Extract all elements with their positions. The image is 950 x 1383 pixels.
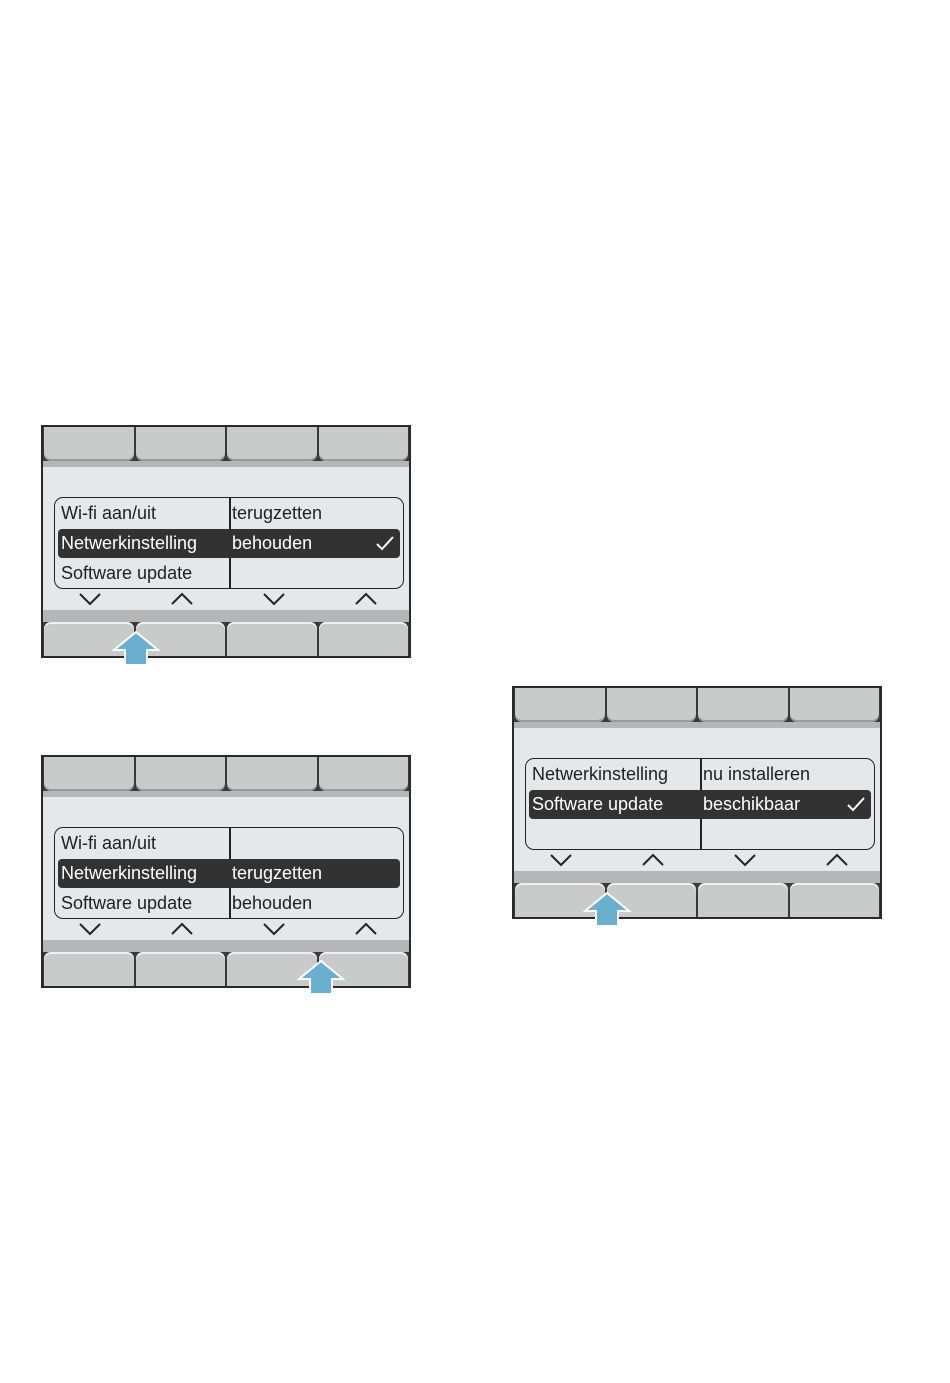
bottom-button-row [43, 622, 409, 656]
nav-arrows [514, 851, 880, 871]
header-band [43, 461, 409, 467]
setting-label: Netwerkinstelling [61, 863, 198, 883]
bottom-button-row [514, 883, 880, 917]
bottom-button-row [43, 952, 409, 986]
bottom-button-2[interactable] [136, 952, 226, 986]
footer-band [514, 871, 880, 883]
top-button-2[interactable] [136, 427, 226, 461]
setting-label: Wi-fi aan/uit [61, 503, 157, 523]
setting-value: behouden [232, 533, 313, 553]
top-button-4[interactable] [790, 688, 880, 722]
top-button-row [43, 757, 409, 791]
display-screen-1 [41, 425, 411, 658]
bottom-button-3[interactable] [227, 622, 317, 656]
top-button-1[interactable] [44, 427, 134, 461]
menu-row[interactable] [58, 499, 400, 528]
press-arrow-icon [297, 959, 345, 995]
header-band [43, 791, 409, 797]
chevron-down-icon [78, 922, 102, 936]
menu-row-selected[interactable] [58, 859, 400, 888]
settings-menu [54, 827, 404, 919]
top-button-2[interactable] [607, 688, 697, 722]
top-button-1[interactable] [44, 757, 134, 791]
top-button-4[interactable] [319, 427, 409, 461]
menu-row[interactable] [58, 889, 400, 918]
setting-value: terugzetten [232, 503, 323, 523]
top-button-1[interactable] [515, 688, 605, 722]
setting-value: behouden [232, 893, 313, 913]
footer-band [43, 610, 409, 622]
setting-label: Software update [532, 794, 664, 814]
display-screen-3 [512, 686, 882, 919]
settings-menu [525, 758, 875, 850]
checkmark-icon [847, 796, 865, 813]
menu-row[interactable] [529, 820, 871, 849]
top-button-3[interactable] [227, 757, 317, 791]
chevron-up-icon [354, 592, 378, 606]
menu-row-selected[interactable] [529, 790, 871, 819]
chevron-up-icon [170, 922, 194, 936]
setting-label: Software update [61, 563, 193, 583]
header-band [514, 722, 880, 728]
setting-value: terugzetten [232, 863, 323, 883]
setting-label: Software update [61, 893, 193, 913]
footer-band [43, 940, 409, 952]
top-button-4[interactable] [319, 757, 409, 791]
top-button-3[interactable] [698, 688, 788, 722]
menu-row-selected[interactable] [58, 529, 400, 558]
bottom-button-4[interactable] [790, 883, 880, 917]
checkmark-icon [376, 535, 394, 552]
press-arrow-icon [583, 891, 631, 927]
menu-row[interactable] [529, 760, 871, 789]
chevron-down-icon [549, 853, 573, 867]
setting-value: beschikbaar [703, 794, 801, 814]
menu-row[interactable] [58, 829, 400, 858]
bottom-button-1[interactable] [44, 952, 134, 986]
top-button-row [514, 688, 880, 722]
bottom-button-3[interactable] [698, 883, 788, 917]
menu-row[interactable] [58, 559, 400, 588]
chevron-down-icon [733, 853, 757, 867]
bottom-button-4[interactable] [319, 622, 409, 656]
chevron-down-icon [262, 592, 286, 606]
settings-menu [54, 497, 404, 589]
press-arrow-icon [112, 630, 160, 666]
chevron-down-icon [78, 592, 102, 606]
chevron-down-icon [262, 922, 286, 936]
top-button-row [43, 427, 409, 461]
chevron-up-icon [825, 853, 849, 867]
setting-label: Netwerkinstelling [532, 764, 669, 784]
nav-arrows [43, 590, 409, 610]
chevron-up-icon [354, 922, 378, 936]
setting-label: Wi-fi aan/uit [61, 833, 157, 853]
display-screen-2 [41, 755, 411, 988]
nav-arrows [43, 920, 409, 940]
top-button-3[interactable] [227, 427, 317, 461]
setting-value: nu installeren [703, 764, 811, 784]
chevron-up-icon [170, 592, 194, 606]
setting-label: Netwerkinstelling [61, 533, 198, 553]
top-button-2[interactable] [136, 757, 226, 791]
chevron-up-icon [641, 853, 665, 867]
